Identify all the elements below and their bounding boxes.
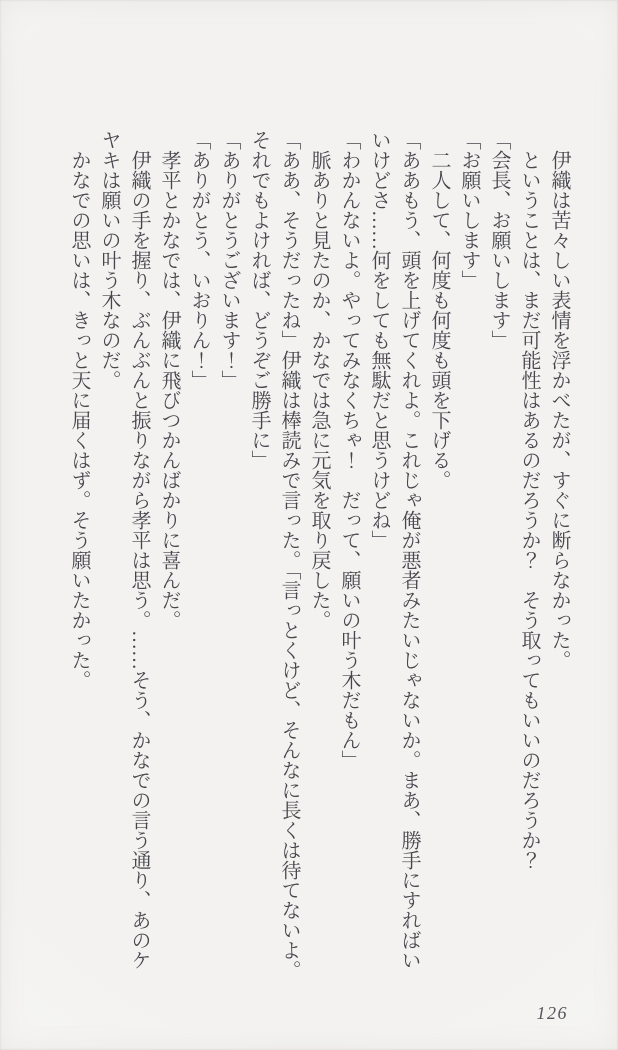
text-line: 脈ありと見たのか、かなでは急に元気を取り戻した。 (308, 130, 330, 630)
text-line: 「ああ、そうだったね」伊織は棒読みで言った。「言っとくけど、そんなに長くは待てないよ。 (278, 130, 300, 980)
text-line: ヤキは願いの叶う木なのだ。 (98, 130, 120, 390)
text-line: かなでの思いは、きっと天に届くはず。そう願いたかった。 (68, 130, 90, 690)
text-block (64, 130, 574, 980)
text-line: 伊織の手を握り、ぶんぶんと振りながら孝平は思う。……そう、かなでの言う通り、あのケ (128, 130, 150, 970)
text-line: 孝平とかなでは、伊織に飛びつかんばかりに喜んだ。 (158, 130, 180, 630)
page-number: 126 (536, 1003, 568, 1023)
text-line: ということは、まだ可能性はあるのだろうか？ そう取ってもいいのだろうか？ (518, 130, 540, 870)
text-line: それでもよければ、どうぞご勝手に」 (248, 130, 270, 470)
text-line: 伊織は苦々しい表情を浮かべたが、すぐに断らなかった。 (548, 130, 570, 670)
text-line: 「会長、お願いします」 (488, 130, 510, 350)
text-line: 二人して、何度も何度も頭を下げる。 (428, 130, 450, 490)
text-line: 「ありがとう、いおりん！」 (188, 130, 210, 390)
text-line: 「わかんないよ。やってみなくちゃ！ だって、願いの叶う木だもん」 (338, 130, 360, 770)
text-line: 「お願いします」 (458, 130, 480, 290)
text-line: 「ありがとうございます！」 (218, 130, 240, 390)
text-line: いけどさ……何をしても無駄だと思うけどね」 (368, 130, 390, 550)
text-line: 「ああもう、頭を上げてくれよ。これじゃ俺が悪者みたいじゃないか。まあ、勝手にすればい (398, 130, 420, 970)
